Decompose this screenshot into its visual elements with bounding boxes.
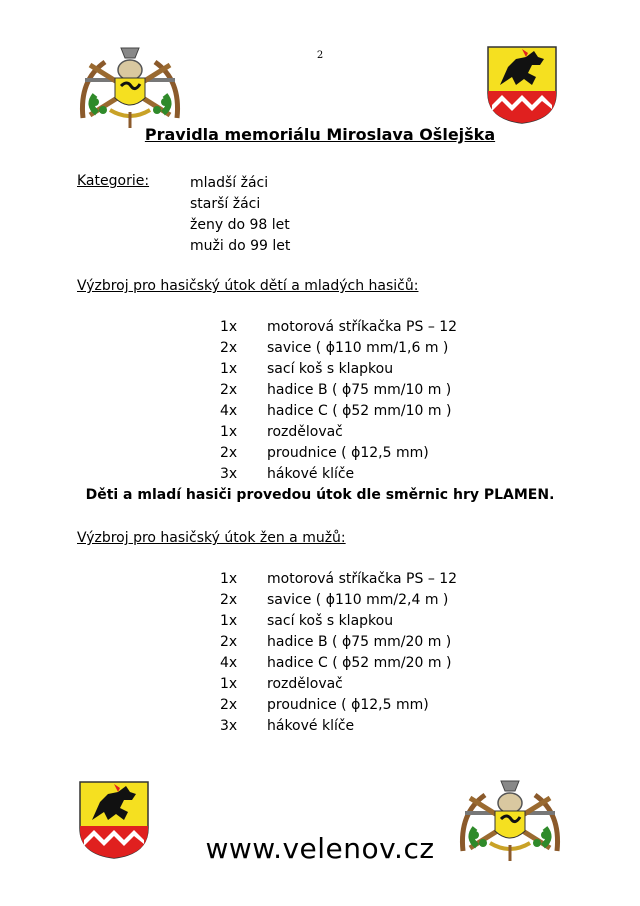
- page-number: 2: [316, 50, 324, 61]
- equipment-row: [220, 401, 457, 422]
- youth-equipment-heading: Výzbroj pro hasičský útok dětí a mladých hasičů:: [77, 278, 419, 294]
- equipment-qty: 1x: [220, 424, 238, 440]
- equipment-qty: 2x: [220, 634, 238, 650]
- equipment-qty: 3x: [220, 718, 238, 734]
- equipment-name: hadice C ( ϕ52 mm/10 m ): [267, 403, 452, 419]
- equipment-qty: 4x: [220, 403, 238, 419]
- equipment-row: [220, 359, 457, 380]
- equipment-name: savice ( ϕ110 mm/2,4 m ): [267, 592, 449, 608]
- equipment-name: motorová stříkačka PS – 12: [267, 319, 458, 335]
- equipment-row: [220, 674, 457, 695]
- document-title: Pravidla memoriálu Miroslava Ošlejška: [144, 125, 496, 144]
- equipment-name: sací koš s klapkou: [267, 361, 394, 377]
- equipment-name: proudnice ( ϕ12,5 mm): [267, 445, 429, 461]
- equipment-row: [220, 338, 457, 359]
- equipment-row: [220, 443, 457, 464]
- categories-list: [190, 173, 290, 257]
- equipment-name: hadice B ( ϕ75 mm/10 m ): [267, 382, 452, 398]
- equipment-qty: 2x: [220, 382, 238, 398]
- equipment-row: [220, 422, 457, 443]
- firefighter-emblem: [75, 40, 185, 130]
- equipment-name: motorová stříkačka PS – 12: [267, 571, 458, 587]
- equipment-qty: 4x: [220, 655, 238, 671]
- equipment-qty: 1x: [220, 571, 238, 587]
- equipment-name: hadice B ( ϕ75 mm/20 m ): [267, 634, 452, 650]
- equipment-row: [220, 716, 457, 737]
- youth-rules-note: Děti a mladí hasiči provedou útok dle směrnic hry PLAMEN.: [85, 487, 555, 503]
- equipment-name: hákové klíče: [267, 466, 355, 482]
- adult-equipment-list: [220, 569, 457, 737]
- equipment-qty: 2x: [220, 340, 238, 356]
- equipment-name: hákové klíče: [267, 718, 355, 734]
- category-item: mladší žáci: [190, 175, 269, 191]
- website-url: www.velenov.cz: [205, 832, 435, 865]
- equipment-name: rozdělovač: [267, 424, 343, 440]
- equipment-qty: 1x: [220, 319, 238, 335]
- equipment-row: [220, 590, 457, 611]
- category-item: starší žáci: [190, 196, 261, 212]
- equipment-row: [220, 611, 457, 632]
- equipment-qty: 2x: [220, 697, 238, 713]
- equipment-row: [220, 695, 457, 716]
- equipment-name: savice ( ϕ110 mm/1,6 m ): [267, 340, 449, 356]
- equipment-row: [220, 317, 457, 338]
- equipment-row: [220, 632, 457, 653]
- youth-equipment-list: [220, 317, 457, 485]
- equipment-name: rozdělovač: [267, 676, 343, 692]
- adult-equipment-heading: Výzbroj pro hasičský útok žen a mužů:: [77, 530, 346, 546]
- coat-of-arms-emblem: [486, 45, 558, 125]
- equipment-name: proudnice ( ϕ12,5 mm): [267, 697, 429, 713]
- equipment-row: [220, 653, 457, 674]
- equipment-qty: 2x: [220, 592, 238, 608]
- equipment-row: [220, 464, 457, 485]
- equipment-row: [220, 380, 457, 401]
- equipment-name: sací koš s klapkou: [267, 613, 394, 629]
- equipment-name: hadice C ( ϕ52 mm/20 m ): [267, 655, 452, 671]
- category-item: ženy do 98 let: [190, 217, 290, 233]
- equipment-qty: 3x: [220, 466, 238, 482]
- equipment-qty: 1x: [220, 676, 238, 692]
- equipment-qty: 1x: [220, 361, 238, 377]
- equipment-row: [220, 569, 457, 590]
- equipment-qty: 1x: [220, 613, 238, 629]
- categories-label: Kategorie:: [77, 173, 150, 189]
- category-item: muži do 99 let: [190, 238, 291, 254]
- equipment-qty: 2x: [220, 445, 238, 461]
